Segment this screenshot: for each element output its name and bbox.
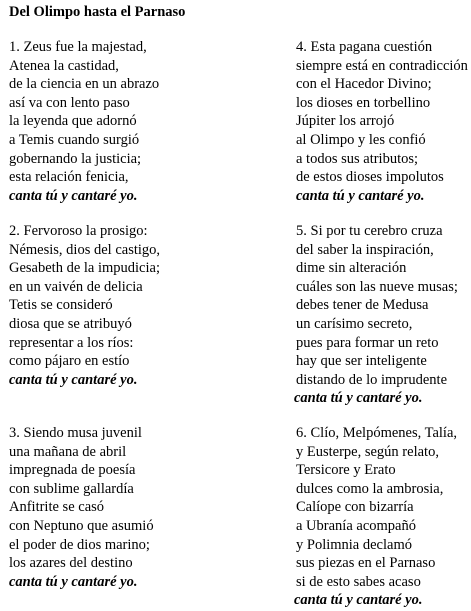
verse-line: con Neptuno que asumió bbox=[9, 517, 154, 534]
verse-line: Tersicore y Erato bbox=[296, 462, 396, 479]
verse-line: 2. Fervoroso la prosigo: bbox=[9, 223, 148, 239]
verse-line: Atenea la castidad, bbox=[9, 57, 119, 74]
verse-line: sus piezas en el Parnaso bbox=[296, 555, 436, 572]
refrain-line: canta tú y cantaré yo. bbox=[296, 187, 425, 204]
verse-line: gobernando la justicia; bbox=[9, 150, 142, 167]
verse-line: con sublime gallardía bbox=[9, 480, 134, 497]
verse-line: a todos sus atributos; bbox=[296, 150, 419, 167]
stanza-1 bbox=[9, 38, 159, 205]
verse-line: 1. Zeus fue la majestad, bbox=[9, 39, 147, 55]
refrain-line: canta tú y cantaré yo. bbox=[9, 371, 138, 388]
stanza-3 bbox=[9, 424, 154, 591]
verse-line: en un vaivén de delicia bbox=[9, 278, 143, 295]
verse-line: distando de lo imprudente bbox=[296, 371, 448, 388]
verse-line: una mañana de abril bbox=[9, 443, 127, 460]
verse-line: cuáles son las nueve musas; bbox=[296, 278, 458, 295]
verse-line: y Eusterpe, según relato, bbox=[296, 443, 439, 460]
refrain-line: canta tú y cantaré yo. bbox=[9, 573, 138, 590]
verse-line: 4. Esta pagana cuestión bbox=[296, 39, 433, 55]
stanza-2 bbox=[9, 222, 160, 389]
poem-title: Del Olimpo hasta el Parnaso bbox=[9, 4, 186, 20]
verse-line: diosa que se atribuyó bbox=[9, 315, 132, 332]
verse-line: impregnada de poesía bbox=[9, 462, 136, 479]
verse-line: un carísimo secreto, bbox=[296, 315, 413, 332]
verse-line: hay que ser inteligente bbox=[296, 353, 427, 370]
verse-line: los azares del destino bbox=[9, 555, 133, 572]
verse-line: al Olimpo y les confió bbox=[296, 131, 426, 148]
refrain-line: canta tú y cantaré yo. bbox=[294, 592, 423, 609]
verse-line: del saber la inspiración, bbox=[296, 241, 434, 258]
verse-line: a Ubranía acompañó bbox=[296, 517, 416, 534]
verse-line: dulces como la ambrosia, bbox=[296, 480, 444, 497]
verse-line: esta relación fenicia, bbox=[9, 169, 129, 186]
verse-line: los dioses en torbellino bbox=[296, 94, 431, 111]
verse-line: pues para formar un reto bbox=[296, 334, 439, 351]
verse-line: Némesis, dios del castigo, bbox=[9, 241, 161, 258]
verse-line: dime sin alteración bbox=[296, 260, 407, 277]
verse-line: Calíope con bizarría bbox=[296, 499, 414, 516]
verse-line: y Polimnia declamó bbox=[296, 536, 412, 553]
verse-line: debes tener de Medusa bbox=[296, 297, 429, 314]
verse-line: como pájaro en estío bbox=[9, 353, 130, 370]
verse-line: representar a los ríos: bbox=[9, 334, 134, 351]
verse-line: el poder de dios marino; bbox=[9, 536, 150, 553]
verse-line: 3. Siendo musa juvenil bbox=[9, 425, 142, 441]
verse-line: de estos dioses impolutos bbox=[296, 169, 444, 186]
verse-line: Gesabeth de la impudicia; bbox=[9, 260, 160, 277]
verse-line: la leyenda que adornó bbox=[9, 113, 137, 130]
verse-line: a Temis cuando surgió bbox=[9, 131, 140, 148]
refrain-line: canta tú y cantaré yo. bbox=[294, 390, 423, 407]
verse-line: Tetis se consideró bbox=[9, 297, 113, 314]
verse-line: con el Hacedor Divino; bbox=[296, 76, 432, 93]
verse-line: Júpiter los arrojó bbox=[296, 113, 395, 130]
verse-line: 5. Si por tu cerebro cruza bbox=[296, 223, 443, 239]
verse-line: Anfitrite se casó bbox=[9, 499, 105, 516]
refrain-line: canta tú y cantaré yo. bbox=[9, 187, 138, 204]
verse-line: de la ciencia en un abrazo bbox=[9, 76, 160, 93]
verse-line: siempre está en contradicción bbox=[296, 57, 468, 74]
verse-line: 6. Clío, Melpómenes, Talía, bbox=[296, 425, 458, 441]
stanza-5 bbox=[296, 222, 458, 408]
verse-line: así va con lento paso bbox=[9, 94, 130, 111]
stanza-4 bbox=[296, 38, 468, 205]
verse-line: si de esto sabes acaso bbox=[296, 573, 421, 590]
stanza-6 bbox=[296, 424, 457, 610]
